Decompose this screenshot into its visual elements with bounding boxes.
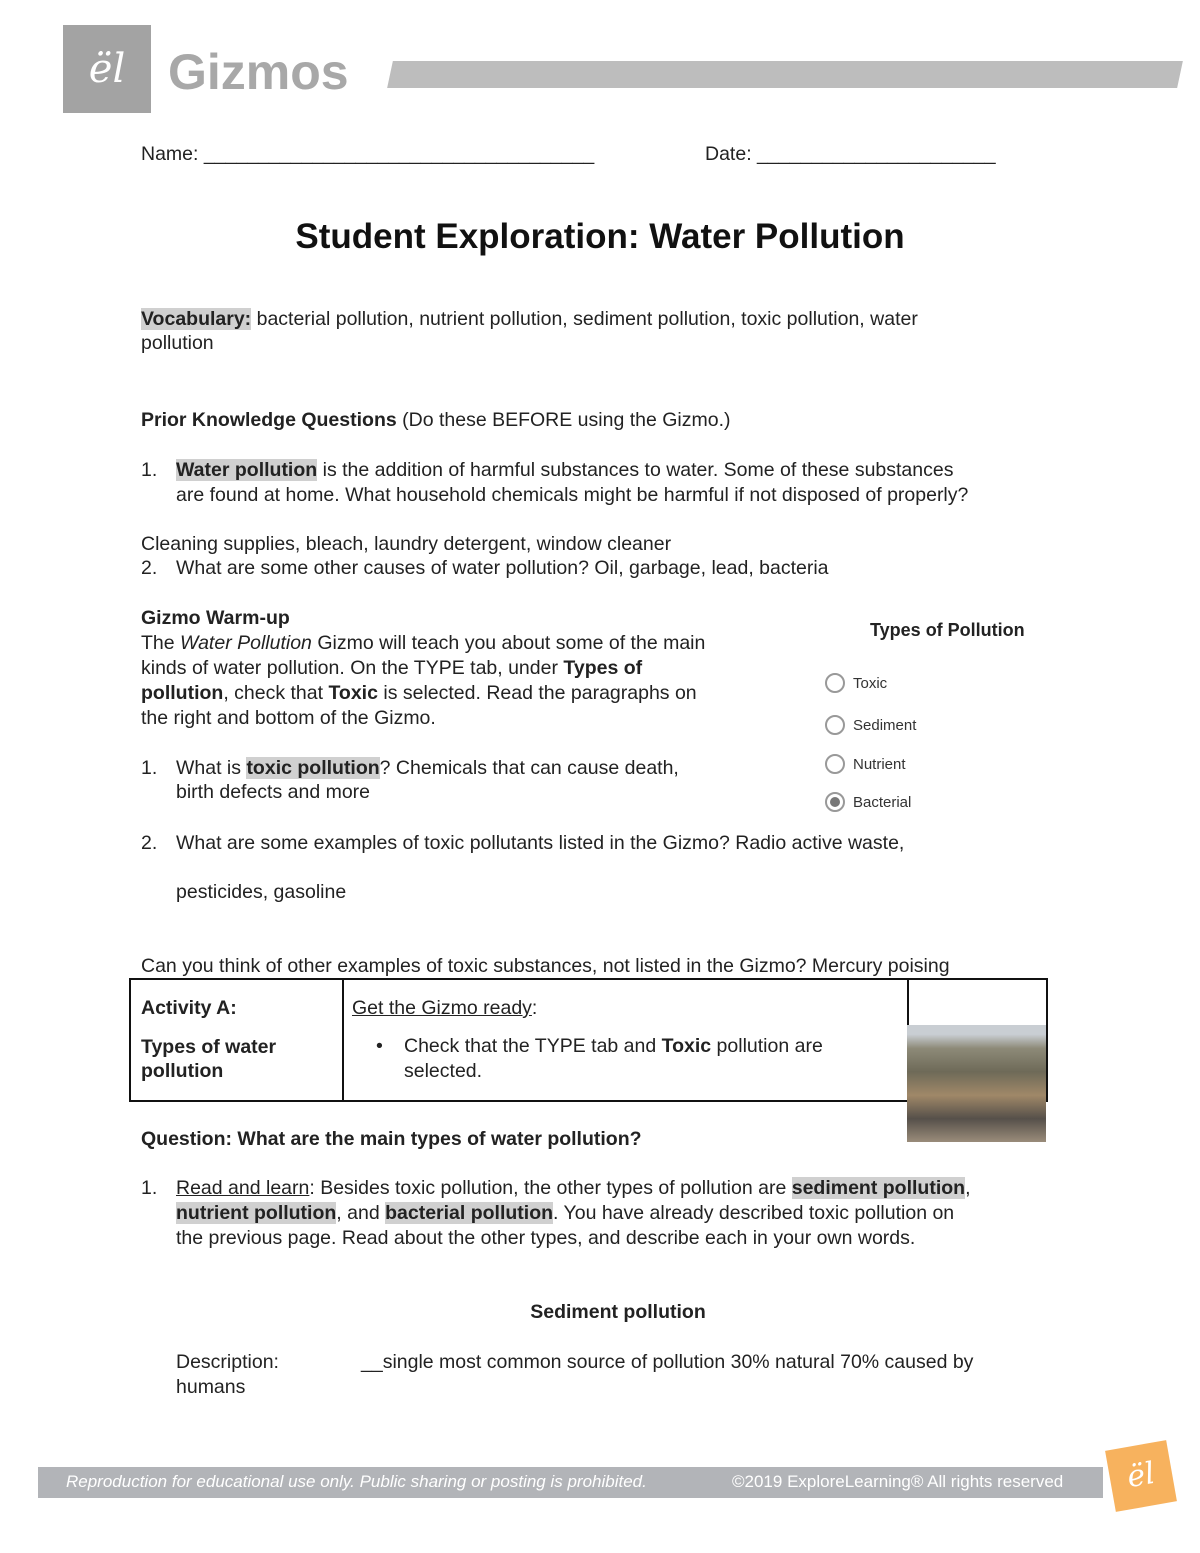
t: pollution [141, 682, 224, 704]
t: pollution are [711, 1035, 823, 1057]
term: nutrient pollution [176, 1202, 337, 1224]
bullet-item [404, 1034, 823, 1058]
radio-label: Nutrient [853, 756, 906, 773]
description-answer[interactable]: __single most common source of pollution 30% natural 70% caused by [361, 1351, 974, 1373]
term: bacterial pollution [385, 1202, 554, 1224]
t: What is [176, 757, 247, 779]
term: toxic pollution [246, 757, 380, 779]
warmup-heading: Gizmo Warm-up [141, 607, 290, 629]
radio-toxic[interactable] [825, 673, 845, 693]
t: Read and learn [176, 1177, 310, 1199]
warmup-p2 [141, 656, 642, 680]
t: Check that the TYPE tab and [404, 1035, 662, 1057]
vocabulary-line-2: pollution [141, 332, 214, 354]
t: Toxic [328, 682, 378, 704]
radio-nutrient[interactable] [825, 754, 845, 774]
read-learn-line1 [176, 1176, 971, 1200]
warmup-q1-cont[interactable]: birth defects and more [176, 781, 371, 803]
activity-label: Activity A: [141, 997, 237, 1019]
vocabulary-label: Vocabulary: [141, 308, 252, 330]
header-bar [387, 61, 1183, 88]
t: : [531, 997, 538, 1019]
q-text: is the addition of harmful substances to water. Some of these substances [317, 459, 954, 481]
prior-a1[interactable]: Cleaning supplies, bleach, laundry detergent, window cleaner [141, 533, 672, 555]
t: is selected. Read the paragraphs on [377, 682, 697, 704]
gizmos-logo-text: Gizmos [168, 44, 349, 100]
q-number: 1. [141, 757, 158, 779]
gizmos-logo-icon [63, 25, 151, 113]
sediment-heading: Sediment pollution [530, 1301, 706, 1323]
footer-copyright: ©2019 ExploreLearning® All rights reserved [732, 1472, 1064, 1491]
warmup-p1 [141, 631, 705, 655]
activity-topic: Types of water [141, 1036, 277, 1058]
prior-q2[interactable]: What are some other causes of water pollution? Oil, garbage, lead, bacteria [176, 557, 829, 579]
t: kinds of water pollution. On the TYPE tab, under [141, 657, 564, 679]
t: , and [336, 1202, 386, 1224]
warmup-q2-answer[interactable]: pesticides, gasoline [176, 881, 347, 903]
radio-label: Toxic [853, 675, 888, 692]
heading-note: (Do these BEFORE using the Gizmo.) [396, 409, 731, 431]
bullet: • [376, 1035, 383, 1057]
t: ? Chemicals that can cause death, [379, 757, 679, 779]
t: . You have already described toxic pollution on [553, 1202, 955, 1224]
logo-mark: ël [88, 46, 126, 92]
t: , check that [223, 682, 329, 704]
radio-label: Bacterial [853, 794, 912, 811]
term: sediment pollution [791, 1177, 966, 1199]
prior-q1-cont: are found at home. What household chemicals might be harmful if not disposed of properly? [176, 484, 969, 506]
gizmo-ready [352, 996, 537, 1020]
term: Water pollution [176, 459, 318, 481]
logo-mark: ël [1124, 1455, 1158, 1496]
vocabulary-line [141, 307, 918, 331]
q-number: 2. [141, 832, 158, 854]
bullet-item-cont: selected. [404, 1060, 483, 1082]
radio-sediment[interactable] [825, 715, 845, 735]
explorelearning-logo-icon [1105, 1440, 1177, 1512]
t: Toxic [661, 1035, 712, 1057]
description-answer-cont[interactable]: humans [176, 1376, 246, 1398]
warmup-q3[interactable]: Can you think of other examples of toxic substances, not listed in the Gizmo? Mercury poising [141, 955, 950, 977]
warmup-q1[interactable] [176, 756, 679, 780]
radio-bacterial[interactable] [825, 792, 845, 812]
t: Get the Gizmo ready [352, 997, 532, 1019]
footer-notice: Reproduction for educational use only. Public sharing or posting is prohibited. [66, 1472, 647, 1491]
warmup-q2[interactable]: What are some examples of toxic pollutants listed in the Gizmo? Radio active waste, [176, 832, 905, 854]
vocabulary-text: bacterial pollution, nutrient pollution, sediment pollution, toxic pollution, water [251, 308, 918, 330]
activity-topic-2: pollution [141, 1060, 224, 1082]
heading-text: Prior Knowledge Questions [141, 409, 397, 431]
t: : Besides toxic pollution, the other types of pollution are [309, 1177, 792, 1199]
pollution-panel-title: Types of Pollution [870, 620, 1025, 640]
q-number: 1. [141, 1177, 158, 1199]
warmup-p4: the right and bottom of the Gizmo. [141, 707, 436, 729]
prior-knowledge-heading [141, 408, 731, 432]
gizmo-screenshot-image [907, 1025, 1046, 1142]
radio-label: Sediment [853, 717, 917, 734]
t: , [965, 1177, 971, 1199]
name-field[interactable]: Name: ____________________________________ [141, 143, 595, 165]
t: The [141, 632, 181, 654]
date-field[interactable]: Date: ______________________ [705, 143, 996, 165]
read-learn-line3: the previous page. Read about the other types, and describe each in your own words. [176, 1227, 916, 1249]
prior-q1 [176, 458, 953, 482]
t: Gizmo will teach you about some of the main [311, 632, 706, 654]
page-title: Student Exploration: Water Pollution [295, 217, 905, 256]
warmup-p3 [141, 681, 697, 705]
description-label: Description: [176, 1351, 279, 1373]
t: Types of [563, 657, 643, 679]
t: Water Pollution [180, 632, 312, 654]
main-question: Question: What are the main types of water pollution? [141, 1128, 642, 1150]
read-learn-line2 [176, 1201, 954, 1225]
q-number: 1. [141, 459, 158, 481]
q-number: 2. [141, 557, 158, 579]
